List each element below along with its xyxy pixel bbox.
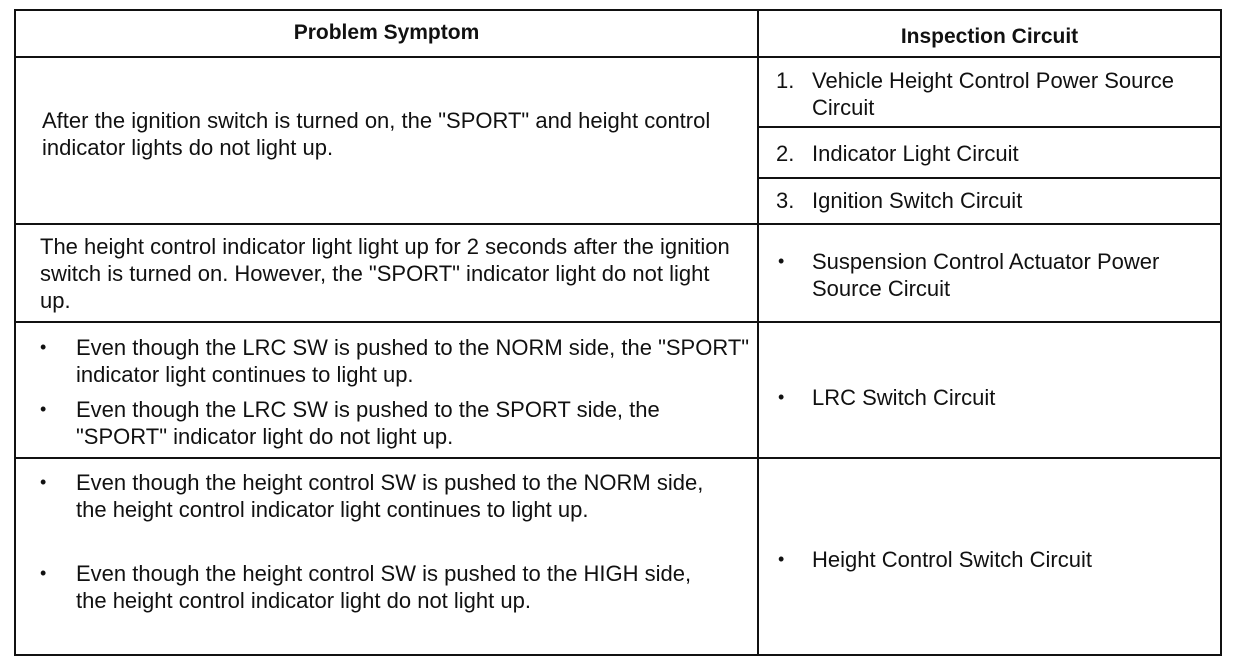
- circuit-text: Vehicle Height Control Power Source Circuit: [812, 68, 1174, 120]
- table-border-top: [14, 9, 1222, 11]
- circuit-text: LRC Switch Circuit: [812, 385, 996, 410]
- symptom-bullet-text: Even though the height control SW is pushed to the HIGH side, the height control indicator light do not light up.: [76, 561, 692, 613]
- bullet-icon: •: [40, 337, 47, 357]
- bullet-icon: •: [40, 563, 47, 583]
- symptom-bullet-text: Even though the LRC SW is pushed to the SPORT side, the "SPORT" indicator light do not light up.: [76, 397, 660, 449]
- row-divider: [14, 457, 1222, 459]
- circuit-divider: [758, 177, 1222, 179]
- circuit-number: 1.: [776, 68, 795, 93]
- circuit-text: Indicator Light Circuit: [812, 141, 1019, 166]
- column-divider: [757, 9, 759, 656]
- table-border-right: [1220, 9, 1222, 656]
- symptom-text: After the ignition switch is turned on, the "SPORT" and height control indicator lights do not light up.: [42, 108, 711, 160]
- table-border-left: [14, 9, 16, 656]
- bullet-icon: •: [778, 387, 785, 407]
- circuit-number: 2.: [776, 141, 795, 166]
- table-border-bottom: [14, 654, 1222, 656]
- row-divider: [14, 321, 1222, 323]
- circuit-text: Suspension Control Actuator Power Source Circuit: [812, 249, 1160, 301]
- symptom-bullet-text: Even though the height control SW is pushed to the NORM side, the height control indicator light continues to light up.: [76, 470, 704, 522]
- symptom-bullet-text: Even though the LRC SW is pushed to the NORM side, the "SPORT" indicator light continues to light up.: [76, 335, 750, 387]
- bullet-icon: •: [40, 399, 47, 419]
- bullet-icon: •: [40, 472, 47, 492]
- circuit-divider: [758, 126, 1222, 128]
- bullet-icon: •: [778, 549, 785, 569]
- symptom-text: The height control indicator light light up for 2 seconds after the ignition switch is turned on. However, the "SPORT" indicator light do not light up.: [40, 234, 730, 313]
- row-divider: [14, 223, 1222, 225]
- bullet-icon: •: [778, 251, 785, 271]
- circuit-number: 3.: [776, 188, 795, 213]
- header-divider: [14, 56, 1222, 58]
- circuit-text: Ignition Switch Circuit: [812, 188, 1023, 213]
- header-inspection-circuit: Inspection Circuit: [900, 25, 1079, 48]
- header-problem-symptom: Problem Symptom: [293, 21, 480, 44]
- circuit-text: Height Control Switch Circuit: [812, 547, 1092, 572]
